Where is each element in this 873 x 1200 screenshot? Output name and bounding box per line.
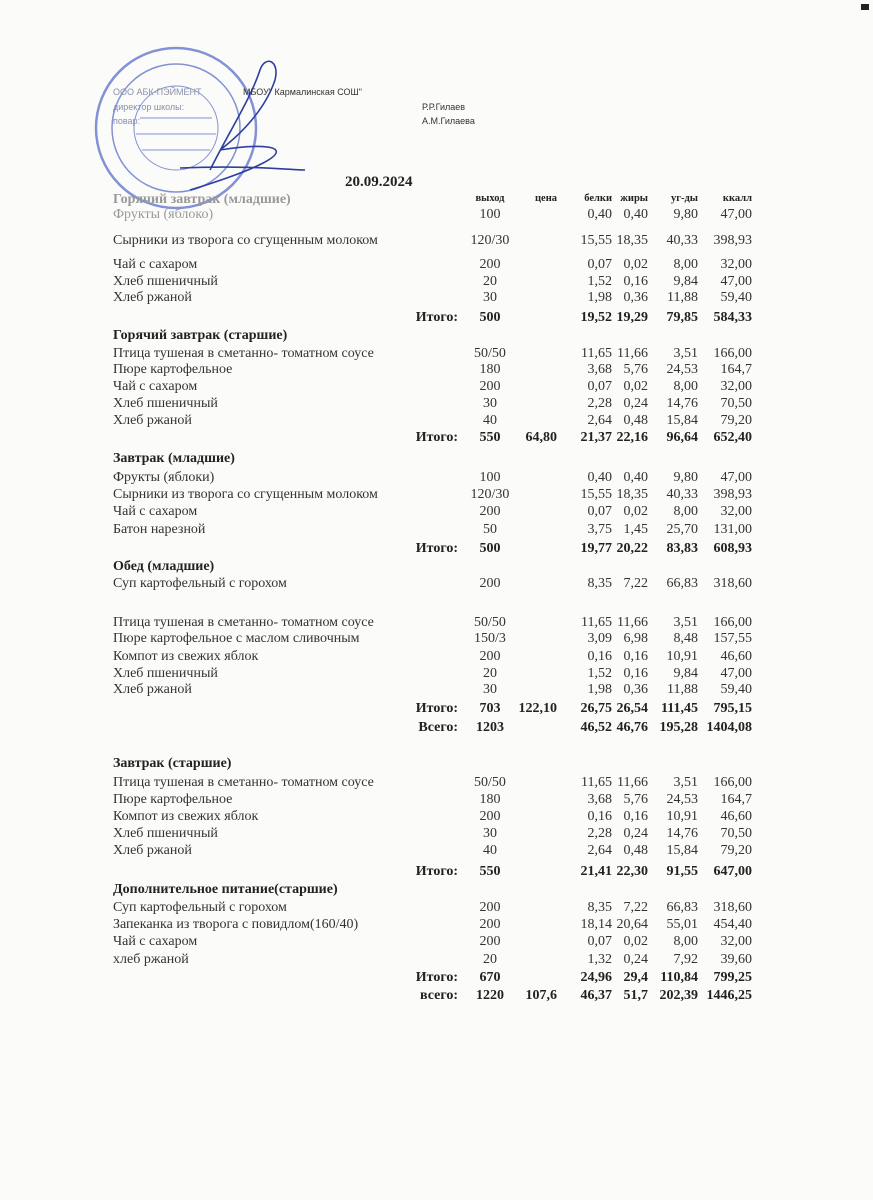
table-row <box>0 345 873 362</box>
carbs-value: 9,80 <box>673 207 698 222</box>
fat-value: 18,35 <box>616 233 648 248</box>
protein-value: 1,52 <box>587 274 612 289</box>
protein-value: 3,75 <box>587 522 612 537</box>
kcal-value: 166,00 <box>713 346 752 361</box>
protein-value: 3,09 <box>587 631 612 646</box>
fat-value: 20,22 <box>616 541 648 556</box>
table-row <box>0 361 873 378</box>
output-value: 20 <box>483 274 497 289</box>
dish-name: Пюре картофельное <box>113 792 233 807</box>
section-title: Дополнительное питание(старшие) <box>113 882 338 897</box>
kcal-value: 318,60 <box>713 900 752 915</box>
total-row <box>0 540 873 557</box>
carbs-value: 195,28 <box>659 720 698 735</box>
fat-value: 0,02 <box>623 934 648 949</box>
fat-value: 0,48 <box>623 413 648 428</box>
total-label: Итого: <box>415 864 458 879</box>
protein-value: 0,07 <box>587 934 612 949</box>
carbs-value: 10,91 <box>666 809 698 824</box>
table-row <box>0 289 873 306</box>
fat-value: 7,22 <box>623 900 648 915</box>
fat-value: 11,66 <box>617 615 648 630</box>
kcal-value: 398,93 <box>713 233 752 248</box>
kcal-value: 398,93 <box>713 487 752 502</box>
dish-name: Сырники из творога со сгущенным молоком <box>113 233 378 248</box>
protein-value: 1,98 <box>587 682 612 697</box>
carbs-value: 79,85 <box>666 310 698 325</box>
price-value: 122,10 <box>518 701 557 716</box>
protein-value: 18,14 <box>580 917 612 932</box>
protein-value: 11,65 <box>581 615 612 630</box>
fat-value: 11,66 <box>617 775 648 790</box>
dish-name: Пюре картофельное <box>113 362 233 377</box>
fat-value: 5,76 <box>623 792 648 807</box>
kcal-value: 79,20 <box>720 843 752 858</box>
carbs-value: 55,01 <box>666 917 698 932</box>
table-row <box>0 648 873 665</box>
kcal-value: 1446,25 <box>706 988 752 1003</box>
col-header-price: цена <box>534 193 557 204</box>
total-row <box>0 969 873 986</box>
output-value: 100 <box>479 207 501 222</box>
table-row <box>0 486 873 503</box>
protein-value: 3,68 <box>587 792 612 807</box>
kcal-value: 59,40 <box>720 290 752 305</box>
section-title: Обед (младшие) <box>113 559 215 574</box>
output-value: 200 <box>479 504 501 519</box>
carbs-value: 11,88 <box>667 682 698 697</box>
fat-value: 0,24 <box>623 952 648 967</box>
table-row <box>0 232 873 249</box>
protein-value: 11,65 <box>581 346 612 361</box>
carbs-value: 24,53 <box>666 362 698 377</box>
fat-value: 29,4 <box>623 970 648 985</box>
kcal-value: 39,60 <box>720 952 752 967</box>
output-value: 200 <box>479 649 501 664</box>
carbs-value: 111,45 <box>661 701 698 716</box>
kcal-value: 454,40 <box>713 917 752 932</box>
total-row <box>0 309 873 326</box>
dish-name: Компот из свежих яблок <box>113 649 259 664</box>
price-value: 107,6 <box>525 988 557 1003</box>
fat-value: 0,16 <box>623 809 648 824</box>
menu-date: 20.09.2024 <box>345 174 413 190</box>
carbs-value: 11,88 <box>667 290 698 305</box>
director-label: директор школы: <box>113 102 185 112</box>
school-name: МБОУ" Кармалинская СОШ" <box>243 87 362 97</box>
dish-name: Сырники из творога со сгущенным молоком <box>113 487 378 502</box>
col-header-fat: жиры <box>620 193 648 204</box>
table-row <box>0 256 873 273</box>
total-label: Итого: <box>415 430 458 445</box>
kcal-value: 799,25 <box>713 970 752 985</box>
output-value: 50/50 <box>474 346 506 361</box>
output-value: 200 <box>479 379 501 394</box>
kcal-value: 166,00 <box>713 615 752 630</box>
protein-value: 24,96 <box>580 970 612 985</box>
protein-value: 2,64 <box>587 843 612 858</box>
dish-name: Компот из свежих яблок <box>113 809 259 824</box>
fat-value: 20,64 <box>616 917 648 932</box>
dish-name: Хлеб пшеничный <box>113 666 218 681</box>
dish-name: Хлеб пшеничный <box>113 826 218 841</box>
fat-value: 51,7 <box>623 988 648 1003</box>
protein-value: 0,07 <box>587 504 612 519</box>
protein-value: 21,41 <box>580 864 612 879</box>
kcal-value: 70,50 <box>720 826 752 841</box>
fat-value: 22,16 <box>616 430 648 445</box>
kcal-value: 32,00 <box>720 934 752 949</box>
table-row <box>0 378 873 395</box>
protein-value: 21,37 <box>580 430 612 445</box>
carbs-value: 15,84 <box>666 413 698 428</box>
dish-name: Хлеб ржаной <box>113 843 192 858</box>
output-value: 120/30 <box>470 233 510 248</box>
protein-value: 1,52 <box>587 666 612 681</box>
dish-name: Хлеб ржаной <box>113 682 192 697</box>
company-name: ООО АБК-ПЭЙМЕНТ <box>113 87 202 97</box>
kcal-value: 79,20 <box>720 413 752 428</box>
table-row <box>0 951 873 968</box>
output-value: 500 <box>479 541 501 556</box>
protein-value: 2,28 <box>587 396 612 411</box>
output-value: 180 <box>479 792 501 807</box>
kcal-value: 157,55 <box>713 631 752 646</box>
total-label: Итого: <box>415 310 458 325</box>
total-label: Итого: <box>415 701 458 716</box>
output-value: 20 <box>483 666 497 681</box>
dish-name: Суп картофельный с горохом <box>113 900 287 915</box>
table-row <box>0 469 873 486</box>
fat-value: 0,16 <box>623 666 648 681</box>
carbs-value: 91,55 <box>666 864 698 879</box>
carbs-value: 14,76 <box>666 826 698 841</box>
table-row <box>0 774 873 791</box>
fat-value: 0,36 <box>623 290 648 305</box>
fat-value: 6,98 <box>623 631 648 646</box>
fat-value: 22,30 <box>616 864 648 879</box>
carbs-value: 66,83 <box>666 576 698 591</box>
output-value: 200 <box>479 917 501 932</box>
col-header-output: выход <box>475 193 505 204</box>
output-value: 500 <box>479 310 501 325</box>
carbs-value: 110,84 <box>660 970 698 985</box>
output-value: 200 <box>479 257 501 272</box>
fat-value: 0,40 <box>623 470 648 485</box>
fat-value: 0,40 <box>623 207 648 222</box>
carbs-value: 24,53 <box>666 792 698 807</box>
output-value: 1220 <box>476 988 504 1003</box>
dish-name: Хлеб ржаной <box>113 290 192 305</box>
dish-name: Батон нарезной <box>113 522 206 537</box>
kcal-value: 32,00 <box>720 257 752 272</box>
carbs-value: 40,33 <box>666 233 698 248</box>
dish-name: Фрукты (яблоки) <box>113 470 215 485</box>
kcal-value: 46,60 <box>720 649 752 664</box>
carbs-value: 8,00 <box>673 379 698 394</box>
output-value: 1203 <box>476 720 504 735</box>
kcal-value: 32,00 <box>720 379 752 394</box>
section-title: Горячий завтрак (младшие) <box>113 192 291 207</box>
table-row <box>0 412 873 429</box>
output-value: 20 <box>483 952 497 967</box>
output-value: 50/50 <box>474 615 506 630</box>
protein-value: 26,75 <box>580 701 612 716</box>
output-value: 30 <box>483 396 497 411</box>
kcal-value: 47,00 <box>720 274 752 289</box>
carbs-value: 7,92 <box>673 952 698 967</box>
carbs-value: 8,00 <box>673 504 698 519</box>
dish-name: Фрукты (яблоко) <box>113 207 214 222</box>
carbs-value: 40,33 <box>666 487 698 502</box>
dish-name: Чай с сахаром <box>113 504 198 519</box>
carbs-value: 3,51 <box>673 775 698 790</box>
kcal-value: 32,00 <box>720 504 752 519</box>
total-label: всего: <box>419 988 458 1003</box>
table-row <box>0 614 873 631</box>
carbs-value: 9,84 <box>673 274 698 289</box>
table-row <box>0 825 873 842</box>
fat-value: 0,36 <box>623 682 648 697</box>
table-row <box>0 575 873 592</box>
kcal-value: 164,7 <box>720 792 752 807</box>
output-value: 40 <box>483 843 497 858</box>
kcal-value: 584,33 <box>713 310 752 325</box>
table-row <box>0 899 873 916</box>
output-value: 30 <box>483 826 497 841</box>
table-row <box>0 206 873 223</box>
fat-value: 0,02 <box>623 257 648 272</box>
protein-value: 15,55 <box>580 233 612 248</box>
protein-value: 2,64 <box>587 413 612 428</box>
fat-value: 0,02 <box>623 504 648 519</box>
fat-value: 18,35 <box>616 487 648 502</box>
output-value: 120/30 <box>470 487 510 502</box>
cook-name: А.М.Гилаева <box>422 116 475 126</box>
output-value: 550 <box>479 430 501 445</box>
total-row <box>0 700 873 717</box>
fat-value: 0,24 <box>623 826 648 841</box>
output-value: 200 <box>479 900 501 915</box>
table-row <box>0 933 873 950</box>
dish-name: хлеб ржаной <box>113 952 189 967</box>
protein-value: 46,37 <box>580 988 612 1003</box>
kcal-value: 166,00 <box>713 775 752 790</box>
kcal-value: 652,40 <box>713 430 752 445</box>
dish-name: Пюре картофельное с маслом сливочным <box>113 631 360 646</box>
kcal-value: 47,00 <box>720 666 752 681</box>
director-name: Р.Р.Гилаев <box>422 102 466 112</box>
fat-value: 11,66 <box>617 346 648 361</box>
output-value: 703 <box>479 701 501 716</box>
protein-value: 1,32 <box>587 952 612 967</box>
output-value: 200 <box>479 576 501 591</box>
table-row <box>0 791 873 808</box>
carbs-value: 202,39 <box>659 988 698 1003</box>
protein-value: 19,77 <box>580 541 612 556</box>
carbs-value: 8,48 <box>673 631 698 646</box>
kcal-value: 46,60 <box>720 809 752 824</box>
fat-value: 19,29 <box>616 310 648 325</box>
protein-value: 3,68 <box>587 362 612 377</box>
section-heading <box>0 881 873 898</box>
protein-value: 15,55 <box>580 487 612 502</box>
dish-name: Хлеб пшеничный <box>113 274 218 289</box>
fat-value: 0,48 <box>623 843 648 858</box>
col-header-kcal: ккалл <box>722 193 752 204</box>
dish-name: Чай с сахаром <box>113 379 198 394</box>
fat-value: 1,45 <box>623 522 648 537</box>
output-value: 40 <box>483 413 497 428</box>
section-heading <box>0 327 873 344</box>
fat-value: 5,76 <box>623 362 648 377</box>
output-value: 30 <box>483 682 497 697</box>
dish-name: Птица тушеная в сметанно- томатном соусе <box>113 775 374 790</box>
kcal-value: 608,93 <box>713 541 752 556</box>
carbs-value: 8,00 <box>673 934 698 949</box>
dish-name: Хлеб ржаной <box>113 413 192 428</box>
table-row <box>0 681 873 698</box>
section-heading <box>0 450 873 467</box>
dish-name: Суп картофельный с горохом <box>113 576 287 591</box>
kcal-value: 647,00 <box>713 864 752 879</box>
table-row <box>0 521 873 538</box>
table-row <box>0 395 873 412</box>
output-value: 200 <box>479 934 501 949</box>
output-value: 50 <box>483 522 497 537</box>
total-row <box>0 863 873 880</box>
carbs-value: 96,64 <box>666 430 698 445</box>
dish-name: Чай с сахаром <box>113 934 198 949</box>
protein-value: 8,35 <box>587 900 612 915</box>
kcal-value: 318,60 <box>713 576 752 591</box>
kcal-value: 795,15 <box>713 701 752 716</box>
carbs-value: 8,00 <box>673 257 698 272</box>
carbs-value: 15,84 <box>666 843 698 858</box>
total-label: Всего: <box>418 720 458 735</box>
output-value: 550 <box>479 864 501 879</box>
carbs-value: 10,91 <box>666 649 698 664</box>
total-row <box>0 719 873 736</box>
protein-value: 0,40 <box>587 470 612 485</box>
carbs-value: 66,83 <box>666 900 698 915</box>
fat-value: 0,24 <box>623 396 648 411</box>
protein-value: 0,07 <box>587 379 612 394</box>
output-value: 150/3 <box>474 631 506 646</box>
protein-value: 11,65 <box>581 775 612 790</box>
dish-name: Чай с сахаром <box>113 257 198 272</box>
section-heading <box>0 755 873 772</box>
table-row <box>0 503 873 520</box>
carbs-value: 14,76 <box>666 396 698 411</box>
cook-label: повар: <box>113 116 141 126</box>
price-value: 64,80 <box>525 430 557 445</box>
kcal-value: 47,00 <box>720 207 752 222</box>
table-row <box>0 273 873 290</box>
fat-value: 46,76 <box>616 720 648 735</box>
kcal-value: 131,00 <box>713 522 752 537</box>
protein-value: 46,52 <box>580 720 612 735</box>
fat-value: 26,54 <box>616 701 648 716</box>
total-label: Итого: <box>415 970 458 985</box>
output-value: 50/50 <box>474 775 506 790</box>
total-row <box>0 987 873 1004</box>
fat-value: 0,16 <box>623 274 648 289</box>
output-value: 30 <box>483 290 497 305</box>
carbs-value: 25,70 <box>666 522 698 537</box>
protein-value: 8,35 <box>587 576 612 591</box>
section-title: Завтрак (старшие) <box>113 756 232 771</box>
table-row <box>0 916 873 933</box>
carbs-value: 9,80 <box>673 470 698 485</box>
dish-name: Запеканка из творога с повидлом(160/40) <box>113 917 359 932</box>
col-header-protein: белки <box>584 193 612 204</box>
table-row <box>0 665 873 682</box>
carbs-value: 3,51 <box>673 615 698 630</box>
table-row <box>0 842 873 859</box>
fat-value: 0,02 <box>623 379 648 394</box>
kcal-value: 47,00 <box>720 470 752 485</box>
dish-name: Хлеб пшеничный <box>113 396 218 411</box>
fat-value: 7,22 <box>623 576 648 591</box>
total-label: Итого: <box>415 541 458 556</box>
protein-value: 0,16 <box>587 649 612 664</box>
carbs-value: 3,51 <box>673 346 698 361</box>
section-heading <box>0 558 873 575</box>
kcal-value: 1404,08 <box>706 720 752 735</box>
protein-value: 1,98 <box>587 290 612 305</box>
dish-name: Птица тушеная в сметанно- томатном соусе <box>113 615 374 630</box>
table-row <box>0 630 873 647</box>
dish-name: Птица тушеная в сметанно- томатном соусе <box>113 346 374 361</box>
protein-value: 0,16 <box>587 809 612 824</box>
carbs-value: 9,84 <box>673 666 698 681</box>
kcal-value: 164,7 <box>720 362 752 377</box>
protein-value: 0,40 <box>587 207 612 222</box>
section-title: Горячий завтрак (старшие) <box>113 328 288 343</box>
kcal-value: 70,50 <box>720 396 752 411</box>
protein-value: 19,52 <box>580 310 612 325</box>
protein-value: 0,07 <box>587 257 612 272</box>
output-value: 100 <box>479 470 501 485</box>
fat-value: 0,16 <box>623 649 648 664</box>
scan-corner-mark <box>861 4 869 10</box>
col-header-carbs: уг-ды <box>670 193 698 204</box>
total-row <box>0 429 873 446</box>
output-value: 670 <box>479 970 501 985</box>
section-title: Завтрак (младшие) <box>113 451 235 466</box>
protein-value: 2,28 <box>587 826 612 841</box>
carbs-value: 83,83 <box>666 541 698 556</box>
output-value: 200 <box>479 809 501 824</box>
table-row <box>0 808 873 825</box>
output-value: 180 <box>479 362 501 377</box>
kcal-value: 59,40 <box>720 682 752 697</box>
